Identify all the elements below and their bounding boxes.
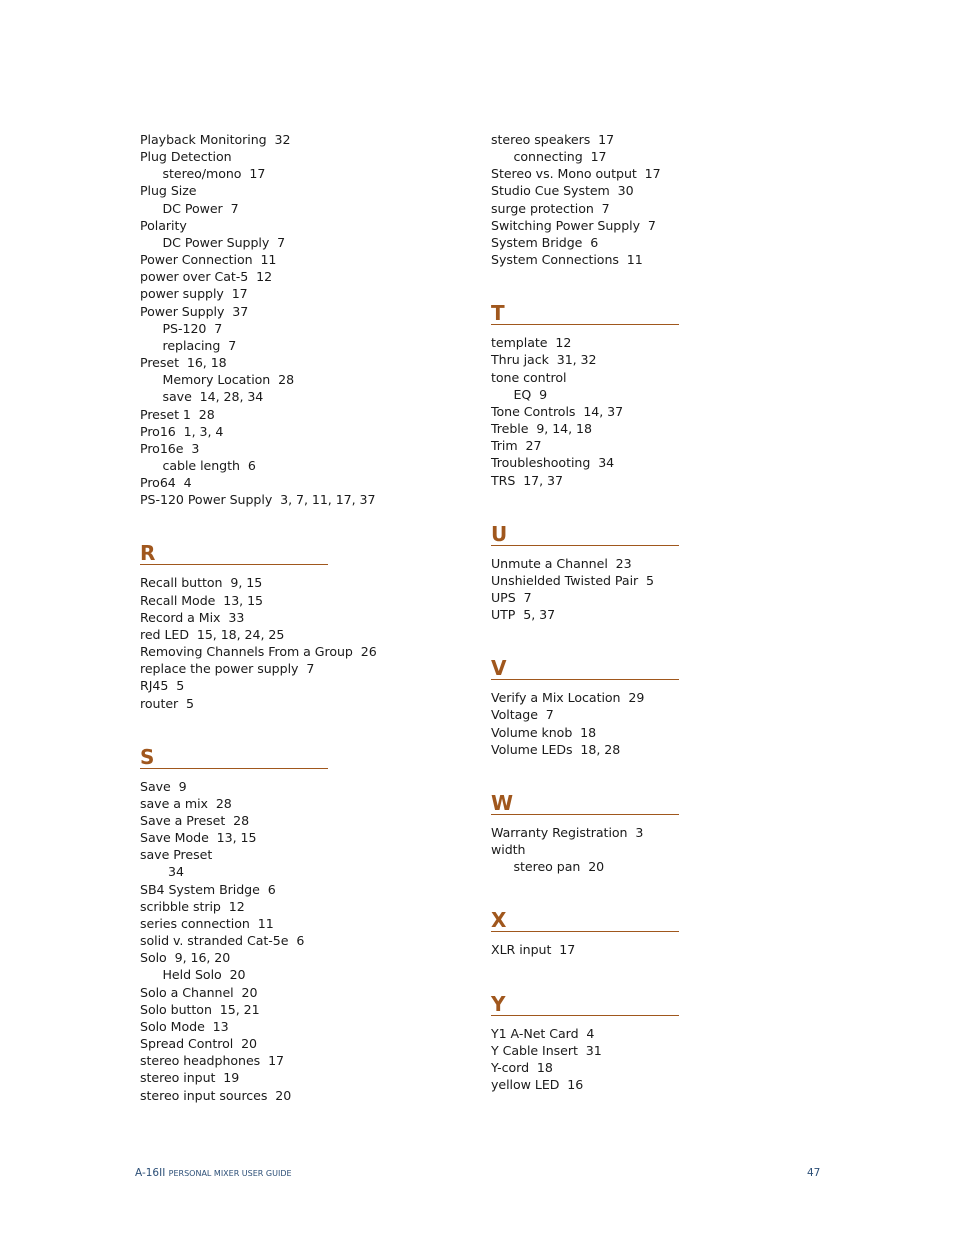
index-entry: Plug Detection [140,149,232,165]
footer-title-prefix: A-16II [135,1167,169,1179]
index-entry: Solo Mode 13 [140,1018,229,1034]
index-entry: stereo speakers 17 [491,132,615,147]
index-entry: scribble strip 12 [140,898,245,914]
index-subentry: PS-120 7 [162,320,223,336]
index-entry: Switching Power Supply 7 [491,217,656,233]
index-entry: Removing Channels From a Group 26 [140,644,377,660]
index-entry: series connection 11 [140,915,274,931]
index-section [491,909,791,958]
index-entry: Plug Size [140,183,197,199]
section-letter-heading: U [491,523,679,546]
index-entry: Recall button 9, 15 [140,575,263,591]
index-entry: power over Cat-5 12 [140,269,273,285]
footer-title-smallcaps: PERSONAL MIXER USER GUIDE [168,1169,292,1178]
index-entry: stereo input 19 [140,1070,240,1086]
index-entry: Y Cable Insert 31 [491,1042,602,1058]
index-section [491,657,791,758]
index-entry: replace the power supply 7 [140,661,315,677]
index-subentry: connecting 17 [513,149,607,165]
index-entry: Y-cord 18 [491,1059,553,1075]
index-entry: Playback Monitoring 32 [140,132,291,147]
index-column-right [491,131,791,1093]
index-entry: Unshielded Twisted Pair 5 [491,572,655,588]
index-entry: Preset 1 28 [140,406,215,422]
index-entry: Save Mode 13, 15 [140,830,257,846]
index-subentry: DC Power 7 [162,200,239,216]
index-entry: surge protection 7 [491,200,610,216]
index-entry: template 12 [491,335,572,351]
index-entry: Trim 27 [491,438,542,454]
index-section [140,746,440,1104]
index-entry: UTP 5, 37 [491,607,556,623]
index-entry: Troubleshooting 34 [491,455,615,471]
index-entry: power supply 17 [140,286,248,302]
index-entry: solid v. stranded Cat-5e 6 [140,933,305,949]
footer-title [135,1167,292,1179]
index-subentry: Held Solo 20 [162,967,246,983]
index-section [491,792,791,875]
section-letter-heading: X [491,909,679,932]
index-column-left [140,131,440,1104]
index-entry: yellow LED 16 [491,1077,584,1092]
index-section [140,131,440,508]
index-subentry: stereo/mono 17 [162,166,266,182]
section-letter-heading: T [491,302,679,325]
index-subentry: cable length 6 [162,457,256,473]
index-entry: Studio Cue System 30 [491,183,634,199]
index-entry: UPS 7 [491,589,532,605]
index-entry: Power Connection 11 [140,252,277,268]
section-letter-heading: Y [491,993,679,1016]
index-entry: Solo 9, 16, 20 [140,950,231,966]
index-entry: XLR input 17 [491,942,576,958]
index-entry: Warranty Registration 3 [491,824,644,840]
index-entry: SB4 System Bridge 6 [140,881,276,897]
index-entry: TRS 17, 37 [491,472,563,488]
section-letter-heading: S [140,746,328,769]
index-entry: Tone Controls 14, 37 [491,403,624,419]
index-entry: Record a Mix 33 [140,609,245,625]
index-entry: Solo a Channel 20 [140,984,258,1000]
index-section [491,302,791,488]
index-entry: Power Supply 37 [140,303,249,319]
page-number: 47 [807,1167,821,1179]
section-letter-heading: R [140,542,328,565]
index-subentry: EQ 9 [513,386,548,402]
index-entry: stereo headphones 17 [140,1053,284,1069]
index-entry: Solo button 15, 21 [140,1001,260,1017]
index-entry: System Bridge 6 [491,234,599,250]
index-entry: Unmute a Channel 23 [491,555,632,571]
index-entry: Polarity [140,217,187,233]
index-entry: Voltage 7 [491,707,554,723]
index-entry: router 5 [140,695,195,711]
index-entry: Stereo vs. Mono output 17 [491,166,661,182]
index-section [140,542,440,711]
index-entry: Volume LEDs 18, 28 [491,741,621,757]
index-section [491,993,791,1094]
index-subentry: save 14, 28, 34 [162,389,264,405]
index-section [491,131,791,268]
index-entry: PS-120 Power Supply 3, 7, 11, 17, 37 [140,492,376,508]
index-entry: Volume knob 18 [491,724,597,740]
section-letter-heading: W [491,792,679,815]
index-entry: Verify a Mix Location 29 [491,690,645,706]
index-subentry: stereo pan 20 [513,859,605,875]
index-subentry: Memory Location 28 [162,372,295,388]
index-entry: System Connections 11 [491,252,643,268]
index-entry: Pro16 1, 3, 4 [140,423,224,439]
index-entry: Spread Control 20 [140,1036,258,1052]
index-entry: Save 9 [140,778,187,794]
index-entry: Thru jack 31, 32 [491,352,597,368]
index-entry: Pro16e 3 [140,440,200,456]
index-entry: width [491,842,526,858]
index-entry: save a mix 28 [140,795,232,811]
index-entry: Preset 16, 18 [140,355,227,371]
index-entry: Treble 9, 14, 18 [491,421,592,437]
index-entry: stereo input sources 20 [140,1087,292,1103]
index-entry: save Preset [140,847,213,863]
index-subentry: 34 [168,864,184,880]
index-section [491,523,791,624]
index-entry: tone control [491,369,567,385]
index-entry: Save a Preset 28 [140,813,250,828]
index-entry: red LED 15, 18, 24, 25 [140,626,285,642]
index-entry: RJ45 5 [140,678,185,694]
index-subentry: replacing 7 [162,337,237,353]
section-letter-heading: V [491,657,679,680]
index-entry: Y1 A-Net Card 4 [491,1025,595,1041]
index-entry: Pro64 4 [140,475,192,491]
index-subentry: DC Power Supply 7 [162,234,286,250]
index-entry: Recall Mode 13, 15 [140,592,264,608]
